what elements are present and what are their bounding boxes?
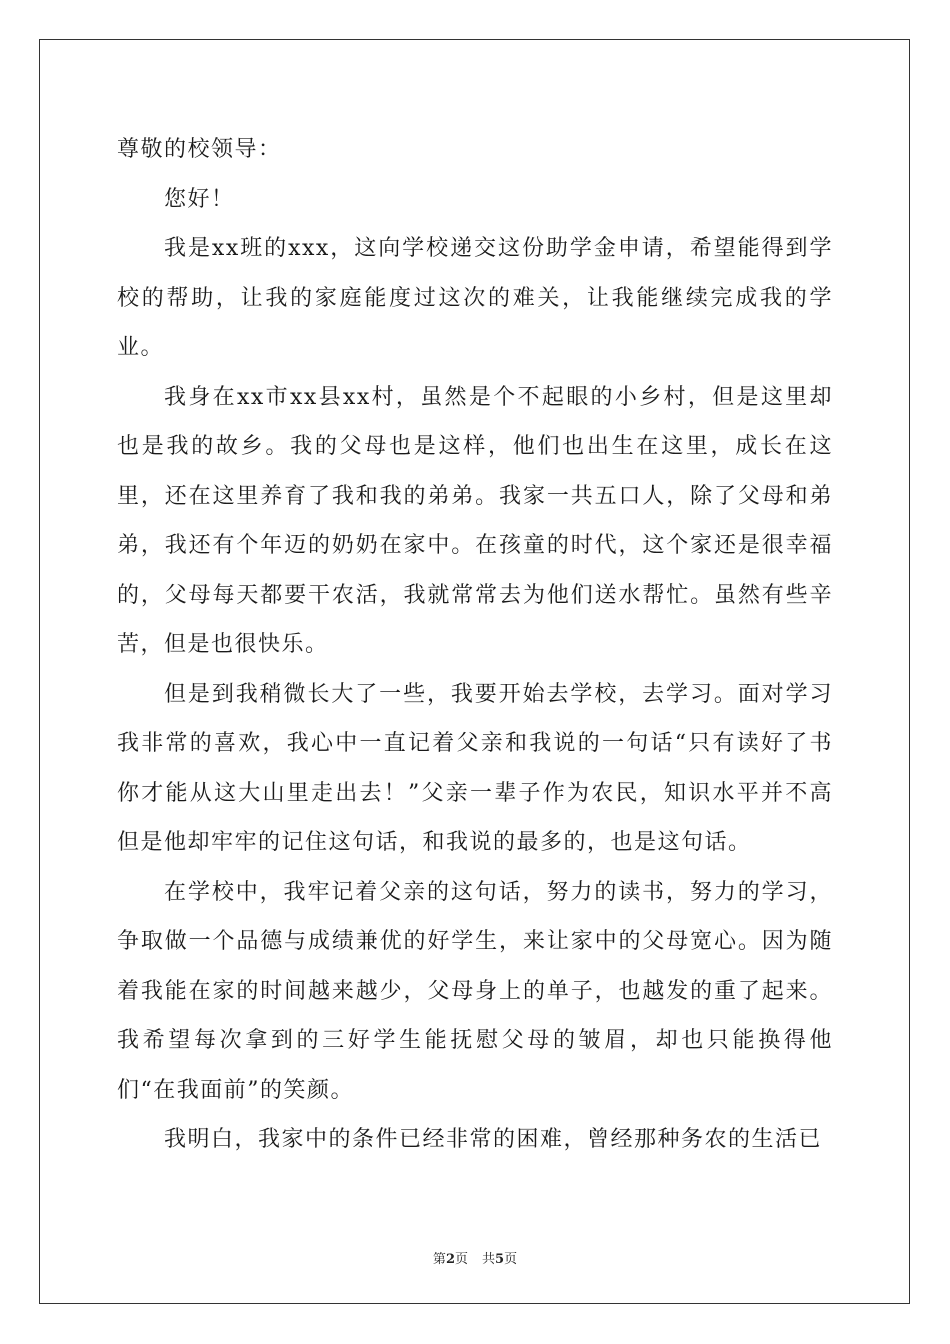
greeting-paragraph: 您好！	[164, 186, 235, 212]
school-paragraph: 在学校中，我牢记着父亲的这句话，努力的读书，努力的学习，争取做一个品德与成绩兼优的好学生，来让家中的父母宽心。因为随着我能在家的时间越来越少，父母身上的单子，也越发的重了起来。我希望每次拿到的三好学生能抚慰父母的皱眉，却也只能换得他们“在我面前”的笑颜。	[117, 879, 833, 1103]
document-body	[117, 125, 833, 1165]
salutation: 尊敬的校领导：	[117, 137, 282, 162]
total-prefix: 共	[482, 1252, 496, 1267]
intro-paragraph: 我是xx班的xxx，这向学校递交这份助学金申请，希望能得到学校的帮助，让我的家庭能度过这次的难关，让我能继续完成我的学业。	[117, 236, 833, 360]
page-total-number: 5	[495, 1252, 505, 1267]
closing-paragraph: 我明白，我家中的条件已经非常的困难，曾经那种务农的生活已	[164, 1127, 823, 1152]
page-current-number: 2	[445, 1252, 455, 1267]
page-prefix: 第	[432, 1252, 446, 1267]
study-paragraph: 但是到我稍微长大了一些，我要开始去学校，去学习。面对学习我非常的喜欢，我心中一直记着父亲和我说的一句话“只有读好了书你才能从这大山里走出去！”父亲一辈子作为农民，知识水平并不高但是他却牢牢的记住这句话，和我说的最多的，也是这句话。	[117, 681, 833, 855]
page-suffix: 页	[454, 1252, 468, 1267]
family-paragraph: 我身在xx市xx县xx村，虽然是个不起眼的小乡村，但是这里却也是我的故乡。我的父母也是这样，他们也出生在这里，成长在这里，还在这里养育了我和我的弟弟。我家一共五口人，除了父母和弟弟，我还有个年迈的奶奶在家中。在孩童的时代，这个家还是很幸福的，父母每天都要干农活，我就常常去为他们送水帮忙。虽然有些辛苦，但是也很快乐。	[117, 384, 833, 657]
total-suffix: 页	[504, 1252, 518, 1267]
page-footer	[0, 1248, 950, 1267]
